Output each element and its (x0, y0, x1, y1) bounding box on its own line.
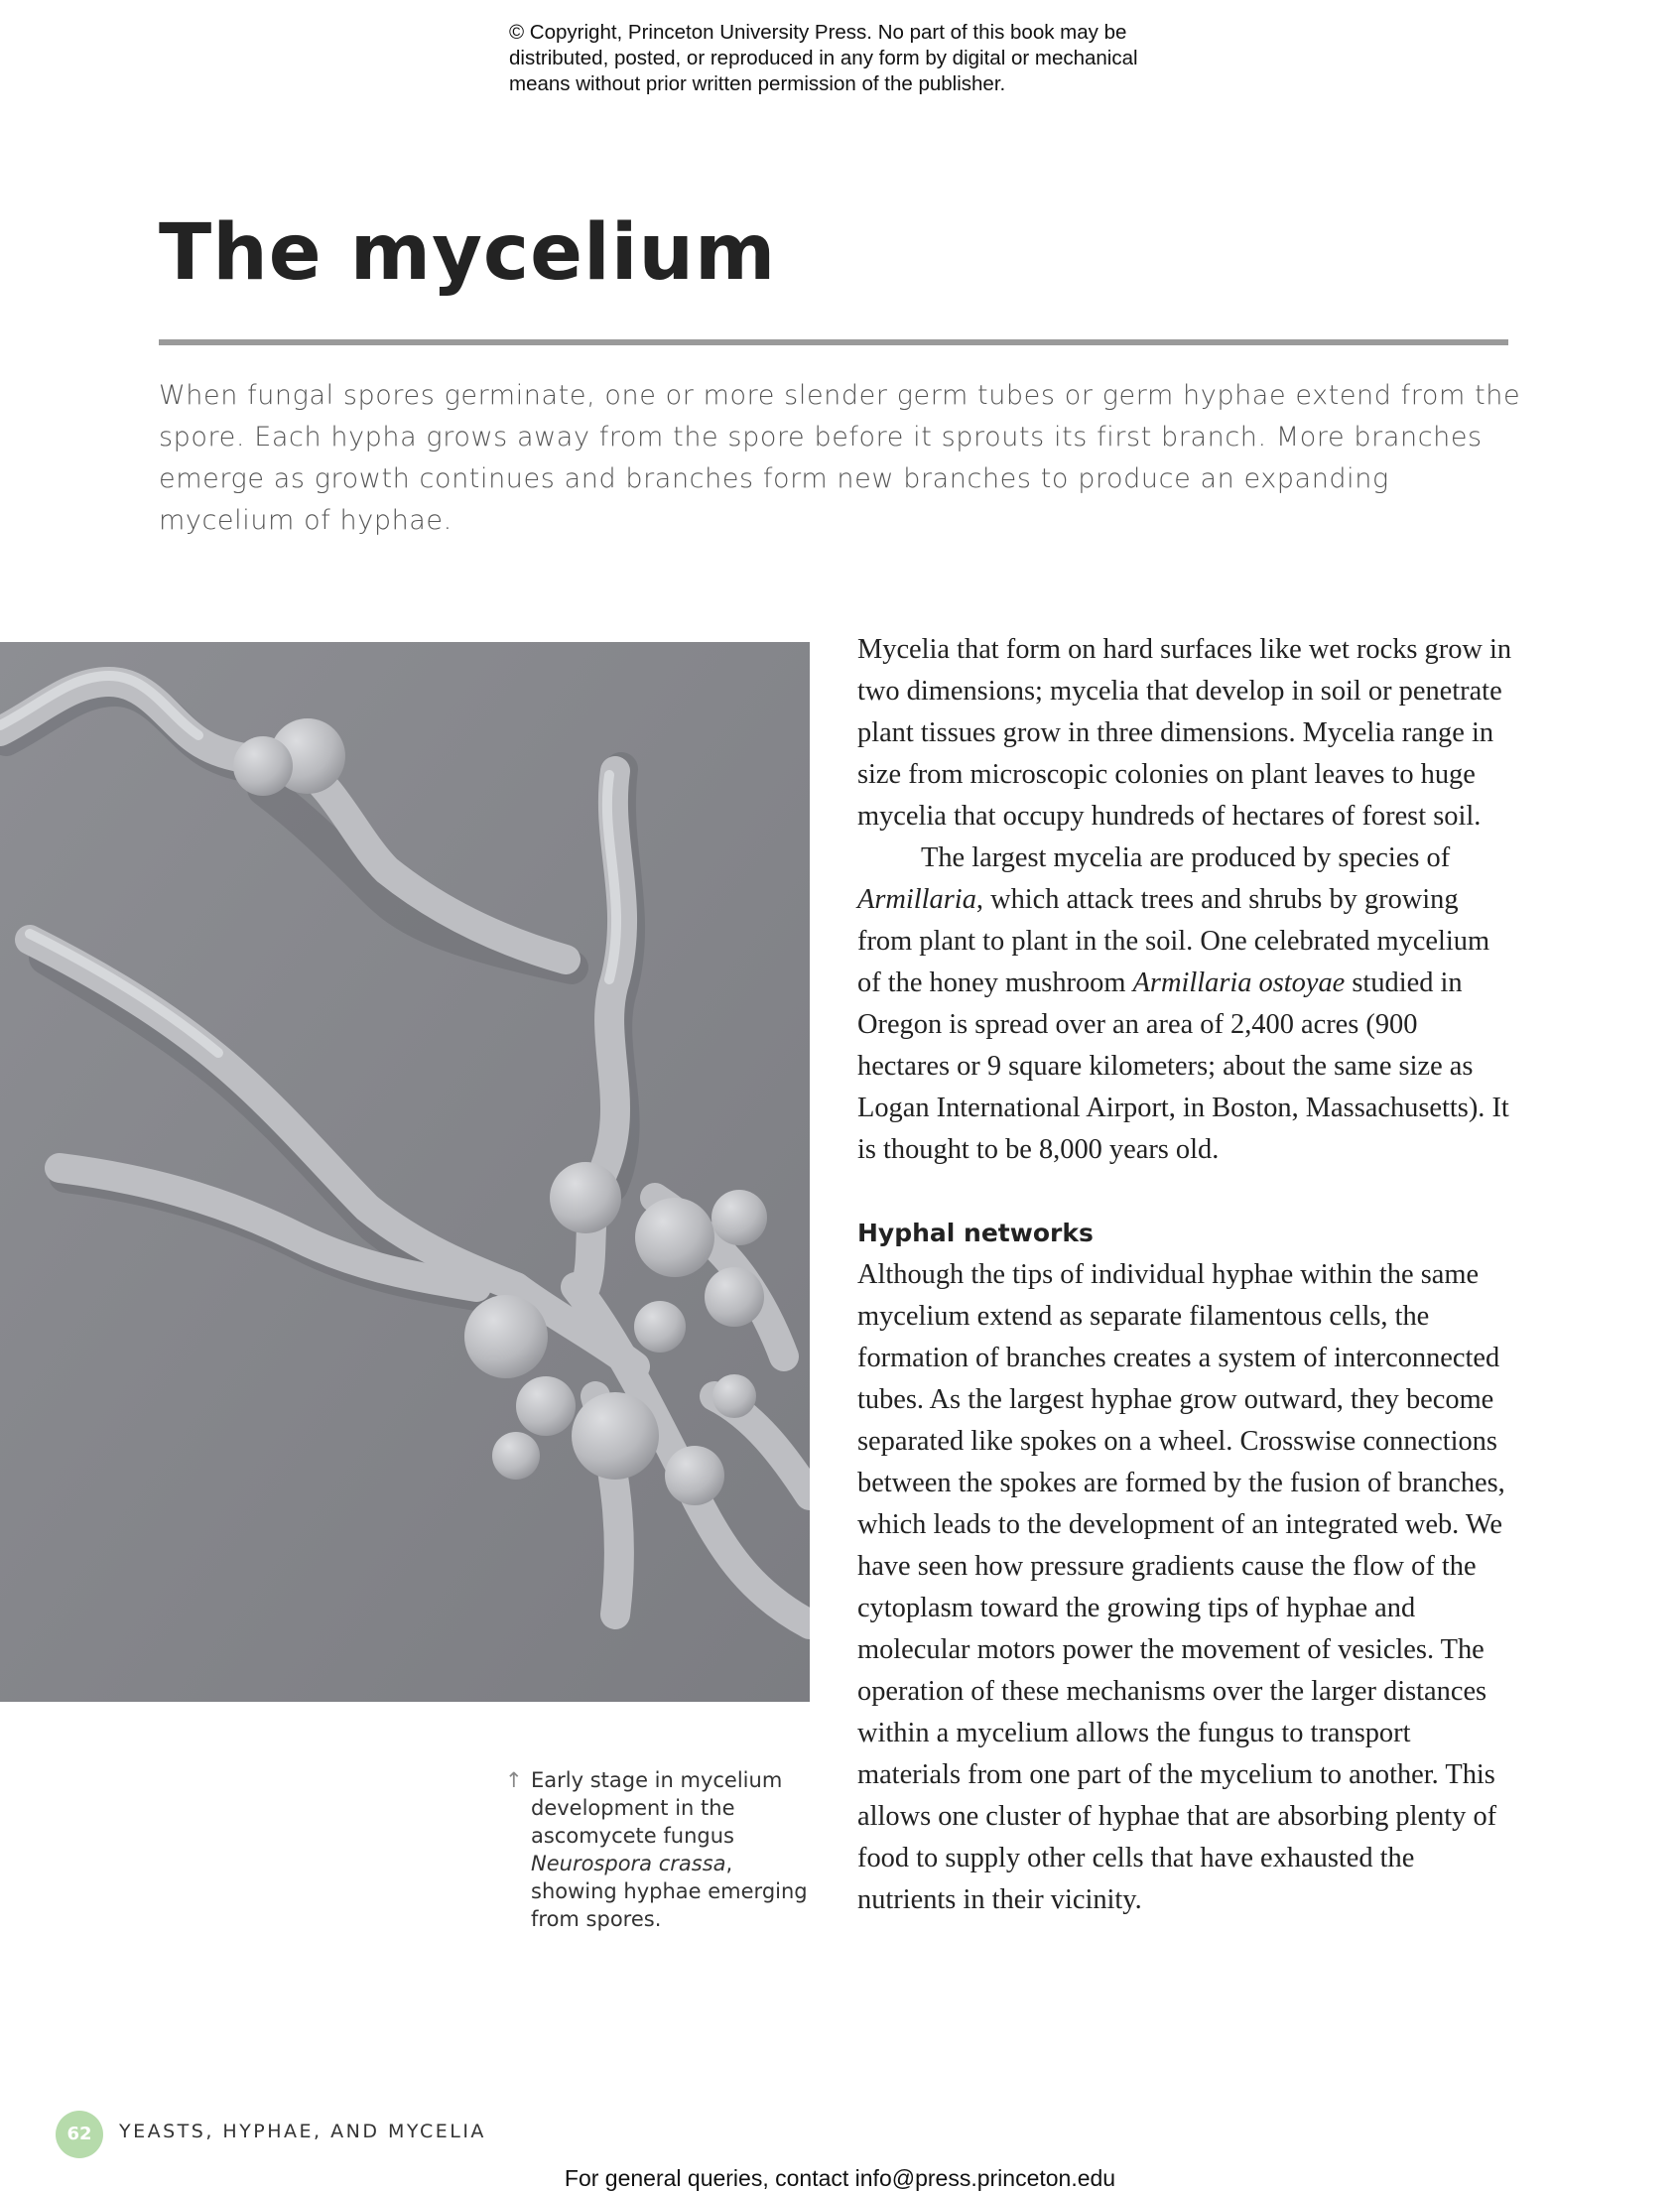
contact-notice: For general queries, contact info@press.princeton.edu (564, 2165, 1116, 2191)
copyright-line-3: means without prior written permission of the publisher. (509, 72, 1006, 95)
body-paragraph-1: Mycelia that form on hard surfaces like wet rocks grow in two dimensions; mycelia that develop in soil or penetrate plant tissues grow in three dimensions. Mycelia range in size from microscopic colonies on plant leaves to huge mycelia that occupy hundreds of hectares of forest soil. (857, 634, 1512, 832)
mycelium-micrograph (0, 642, 810, 1702)
page-title: The mycelium (159, 208, 777, 298)
caption-text: Early stage in mycelium development in the ascomycete fungus Neurospora crassa, showing hyphae emerging from spores. (531, 1768, 808, 1931)
body-text (857, 629, 1512, 1921)
micrograph-illustration (0, 642, 810, 1702)
arrow-up-icon: ↑ (505, 1768, 523, 1792)
body-paragraph-2: The largest mycelia are produced by species of Armillaria, which attack trees and shrubs by growing from plant to plant in the soil. One celebrated mycelium of the honey mushroom Armillaria ostoyae studied in Oregon is spread over an area of 2,400 acres (900 hectares or 9 square kilometers; about the same size as Logan International Airport, in Boston, Massachusetts). It is thought to be 8,000 years old. (857, 842, 1509, 1165)
copyright-notice (509, 20, 1224, 97)
running-head: YEASTS, HYPHAE, AND MYCELIA (119, 2121, 486, 2142)
title-rule (159, 339, 1508, 345)
section-heading: Hyphal networks (857, 1219, 1094, 1247)
copyright-line-2: distributed, posted, or reproduced in any form by digital or mechanical (509, 47, 1138, 69)
page-number: 62 (56, 2111, 103, 2158)
caption-species: Neurospora crassa (531, 1852, 726, 1875)
body-paragraph-3: Although the tips of individual hyphae within the same mycelium extend as separate filamentous cells, the formation of branches creates a system of interconnected tubes. As the largest hyphae grow outward, they become separated like spokes on a wheel. Crosswise connections between the spokes are formed by the fusion of branches, which leads to the development of an integrated web. We have seen how pressure gradients cause the flow of the cytoplasm toward the growing tips of hyphae and molecular motors power the movement of vesicles. The operation of these mechanisms over the larger distances within a mycelium allows the fungus to transport materials from one part of the mycelium to another. This allows one cluster of hyphae that are absorbing plenty of food to supply other cells that have exhausted the nutrients in their vicinity. (857, 1259, 1505, 1915)
copyright-line-1: © Copyright, Princeton University Press. No part of this book may be (509, 21, 1127, 44)
intro-paragraph: When fungal spores germinate, one or more slender germ tubes or germ hyphae extend from the spore. Each hypha grows away from the spore before it sprouts its first branch. More branches emerge as growth continues and branches form new branches to produce an expanding mycelium of hyphae. (159, 380, 1521, 536)
